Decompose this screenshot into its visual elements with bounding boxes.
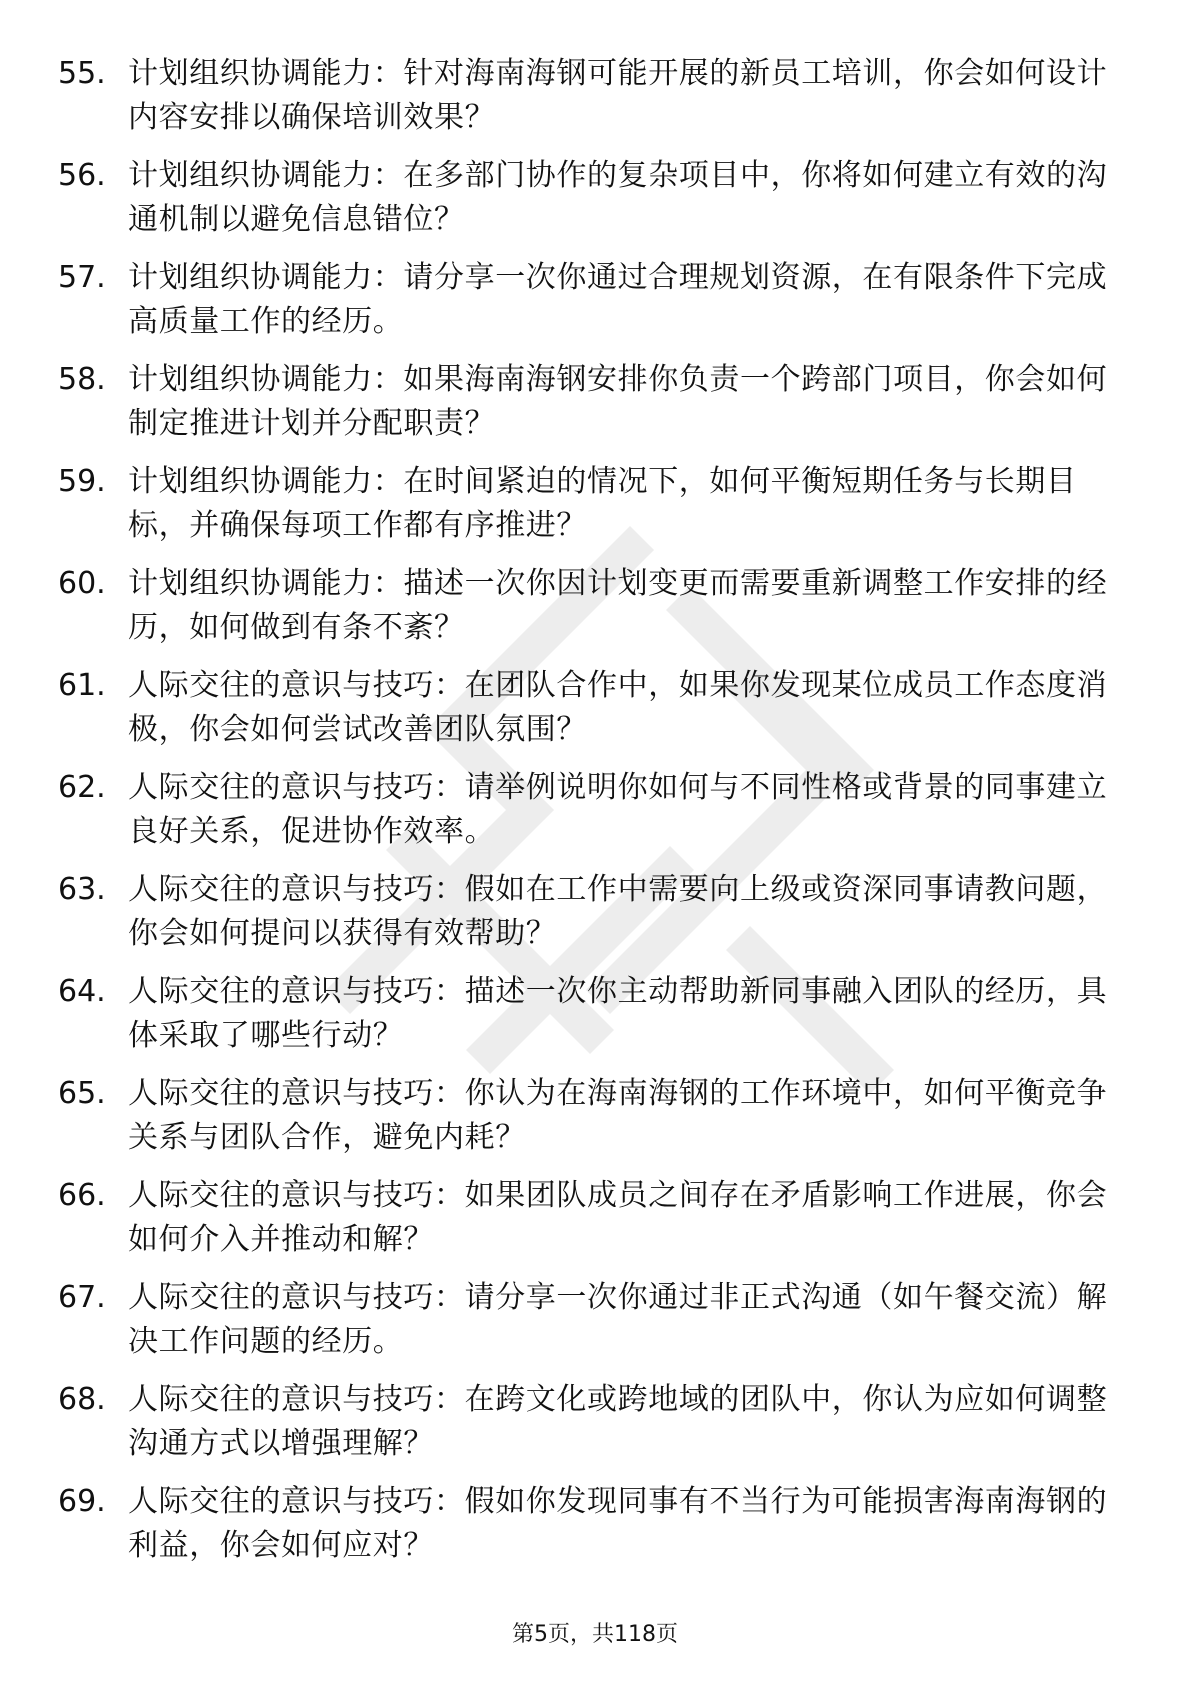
- question-number: 55.: [58, 56, 106, 91]
- question-text: 计划组织协调能力：描述一次你因计划变更而需要重新调整工作安排的经历，如何做到有条不紊？: [128, 566, 1108, 645]
- page-footer: 第5页，共118页: [512, 1622, 678, 1647]
- question-item: [58, 970, 1118, 1072]
- question-item: [58, 1276, 1118, 1378]
- question-number: 58.: [58, 362, 106, 397]
- question-number: 56.: [58, 158, 106, 193]
- question-text: 计划组织协调能力：如果海南海钢安排你负责一个跨部门项目，你会如何制定推进计划并分配职责？: [128, 362, 1108, 441]
- question-number: 64.: [58, 974, 106, 1009]
- question-item: [58, 1174, 1118, 1276]
- question-text: 人际交往的意识与技巧：请分享一次你通过非正式沟通（如午餐交流）解决工作问题的经历。: [128, 1280, 1108, 1359]
- question-item: [58, 1072, 1118, 1174]
- question-text: 人际交往的意识与技巧：描述一次你主动帮助新同事融入团队的经历，具体采取了哪些行动？: [128, 974, 1108, 1053]
- question-text: 计划组织协调能力：在多部门协作的复杂项目中，你将如何建立有效的沟通机制以避免信息错位？: [128, 158, 1108, 237]
- question-item: [58, 664, 1118, 766]
- question-number: 66.: [58, 1178, 106, 1213]
- question-item: [58, 562, 1118, 664]
- question-text: 计划组织协调能力：针对海南海钢可能开展的新员工培训，你会如何设计内容安排以确保培训效果？: [128, 56, 1108, 135]
- question-item: [58, 1378, 1118, 1480]
- question-number: 62.: [58, 770, 106, 805]
- question-text: 人际交往的意识与技巧：你认为在海南海钢的工作环境中，如何平衡竞争关系与团队合作，避免内耗？: [128, 1076, 1108, 1155]
- question-number: 65.: [58, 1076, 106, 1111]
- question-number: 68.: [58, 1382, 106, 1417]
- question-text: 人际交往的意识与技巧：假如在工作中需要向上级或资深同事请教问题，你会如何提问以获得有效帮助？: [128, 872, 1108, 951]
- question-text: 人际交往的意识与技巧：如果团队成员之间存在矛盾影响工作进展，你会如何介入并推动和解？: [128, 1178, 1108, 1257]
- question-text: 人际交往的意识与技巧：在团队合作中，如果你发现某位成员工作态度消极，你会如何尝试改善团队氛围？: [128, 668, 1108, 747]
- question-number: 60.: [58, 566, 106, 601]
- question-number: 63.: [58, 872, 106, 907]
- question-text: 计划组织协调能力：在时间紧迫的情况下，如何平衡短期任务与长期目标，并确保每项工作都有序推进？: [128, 464, 1077, 543]
- question-item: [58, 766, 1118, 868]
- question-item: [58, 868, 1118, 970]
- question-item: [58, 358, 1118, 460]
- question-item: [58, 460, 1118, 562]
- question-number: 67.: [58, 1280, 106, 1315]
- question-item: [58, 1480, 1118, 1582]
- question-text: 人际交往的意识与技巧：在跨文化或跨地域的团队中，你认为应如何调整沟通方式以增强理解？: [128, 1382, 1108, 1461]
- question-item: [58, 256, 1118, 358]
- question-list: [58, 52, 1118, 1582]
- question-number: 59.: [58, 464, 106, 499]
- question-text: 人际交往的意识与技巧：请举例说明你如何与不同性格或背景的同事建立良好关系，促进协作效率。: [128, 770, 1108, 849]
- question-item: [58, 52, 1118, 154]
- question-text: 计划组织协调能力：请分享一次你通过合理规划资源，在有限条件下完成高质量工作的经历。: [128, 260, 1108, 339]
- question-item: [58, 154, 1118, 256]
- question-number: 57.: [58, 260, 106, 295]
- question-text: 人际交往的意识与技巧：假如你发现同事有不当行为可能损害海南海钢的利益，你会如何应对？: [128, 1484, 1108, 1563]
- question-number: 61.: [58, 668, 106, 703]
- question-number: 69.: [58, 1484, 106, 1519]
